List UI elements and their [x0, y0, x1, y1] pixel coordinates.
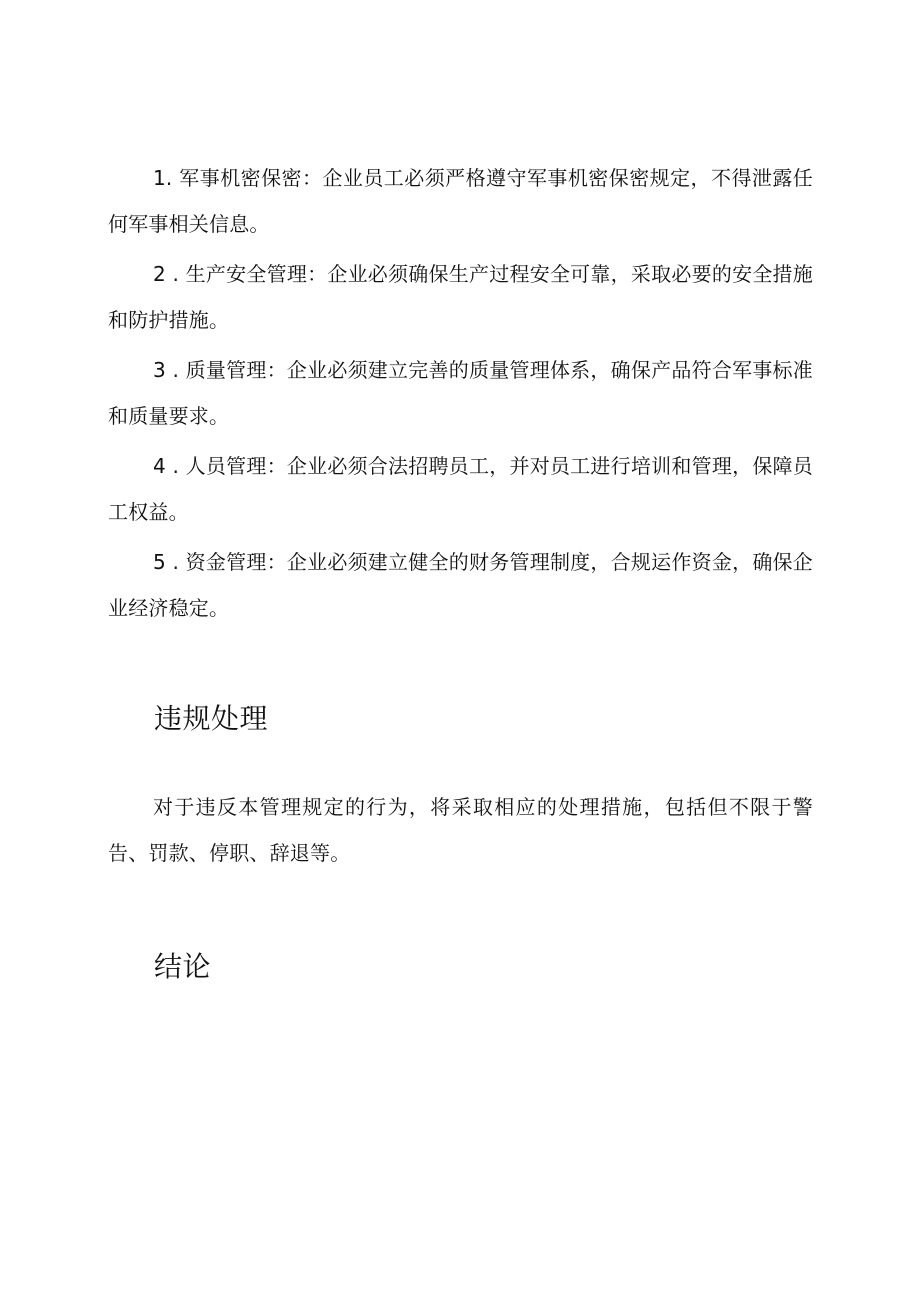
violation-body: 对于违反本管理规定的行为，将采取相应的处理措施，包括但不限于警告、罚款、停职、辞退等。: [108, 795, 813, 865]
violation-heading: 违规处理: [154, 702, 269, 735]
requirement-item-5: 5 . 资金管理：企业必须建立健全的财务管理制度，合规运作资金，确保企业经济稳定。: [108, 550, 813, 620]
conclusion-heading: 结论: [154, 950, 212, 983]
requirement-item-2: 2 . 生产安全管理：企业必须确保生产过程安全可靠，采取必要的安全措施和防护措施。: [108, 262, 813, 332]
requirement-item-4: 4 . 人员管理：企业必须合法招聘员工，并对员工进行培训和管理，保障员工权益。: [108, 454, 813, 524]
requirement-item-1: 1. 军事机密保密：企业员工必须严格遵守军事机密保密规定，不得泄露任何军事相关信息。: [108, 166, 813, 236]
requirement-item-3: 3 . 质量管理：企业必须建立完善的质量管理体系，确保产品符合军事标准和质量要求。: [108, 358, 813, 428]
